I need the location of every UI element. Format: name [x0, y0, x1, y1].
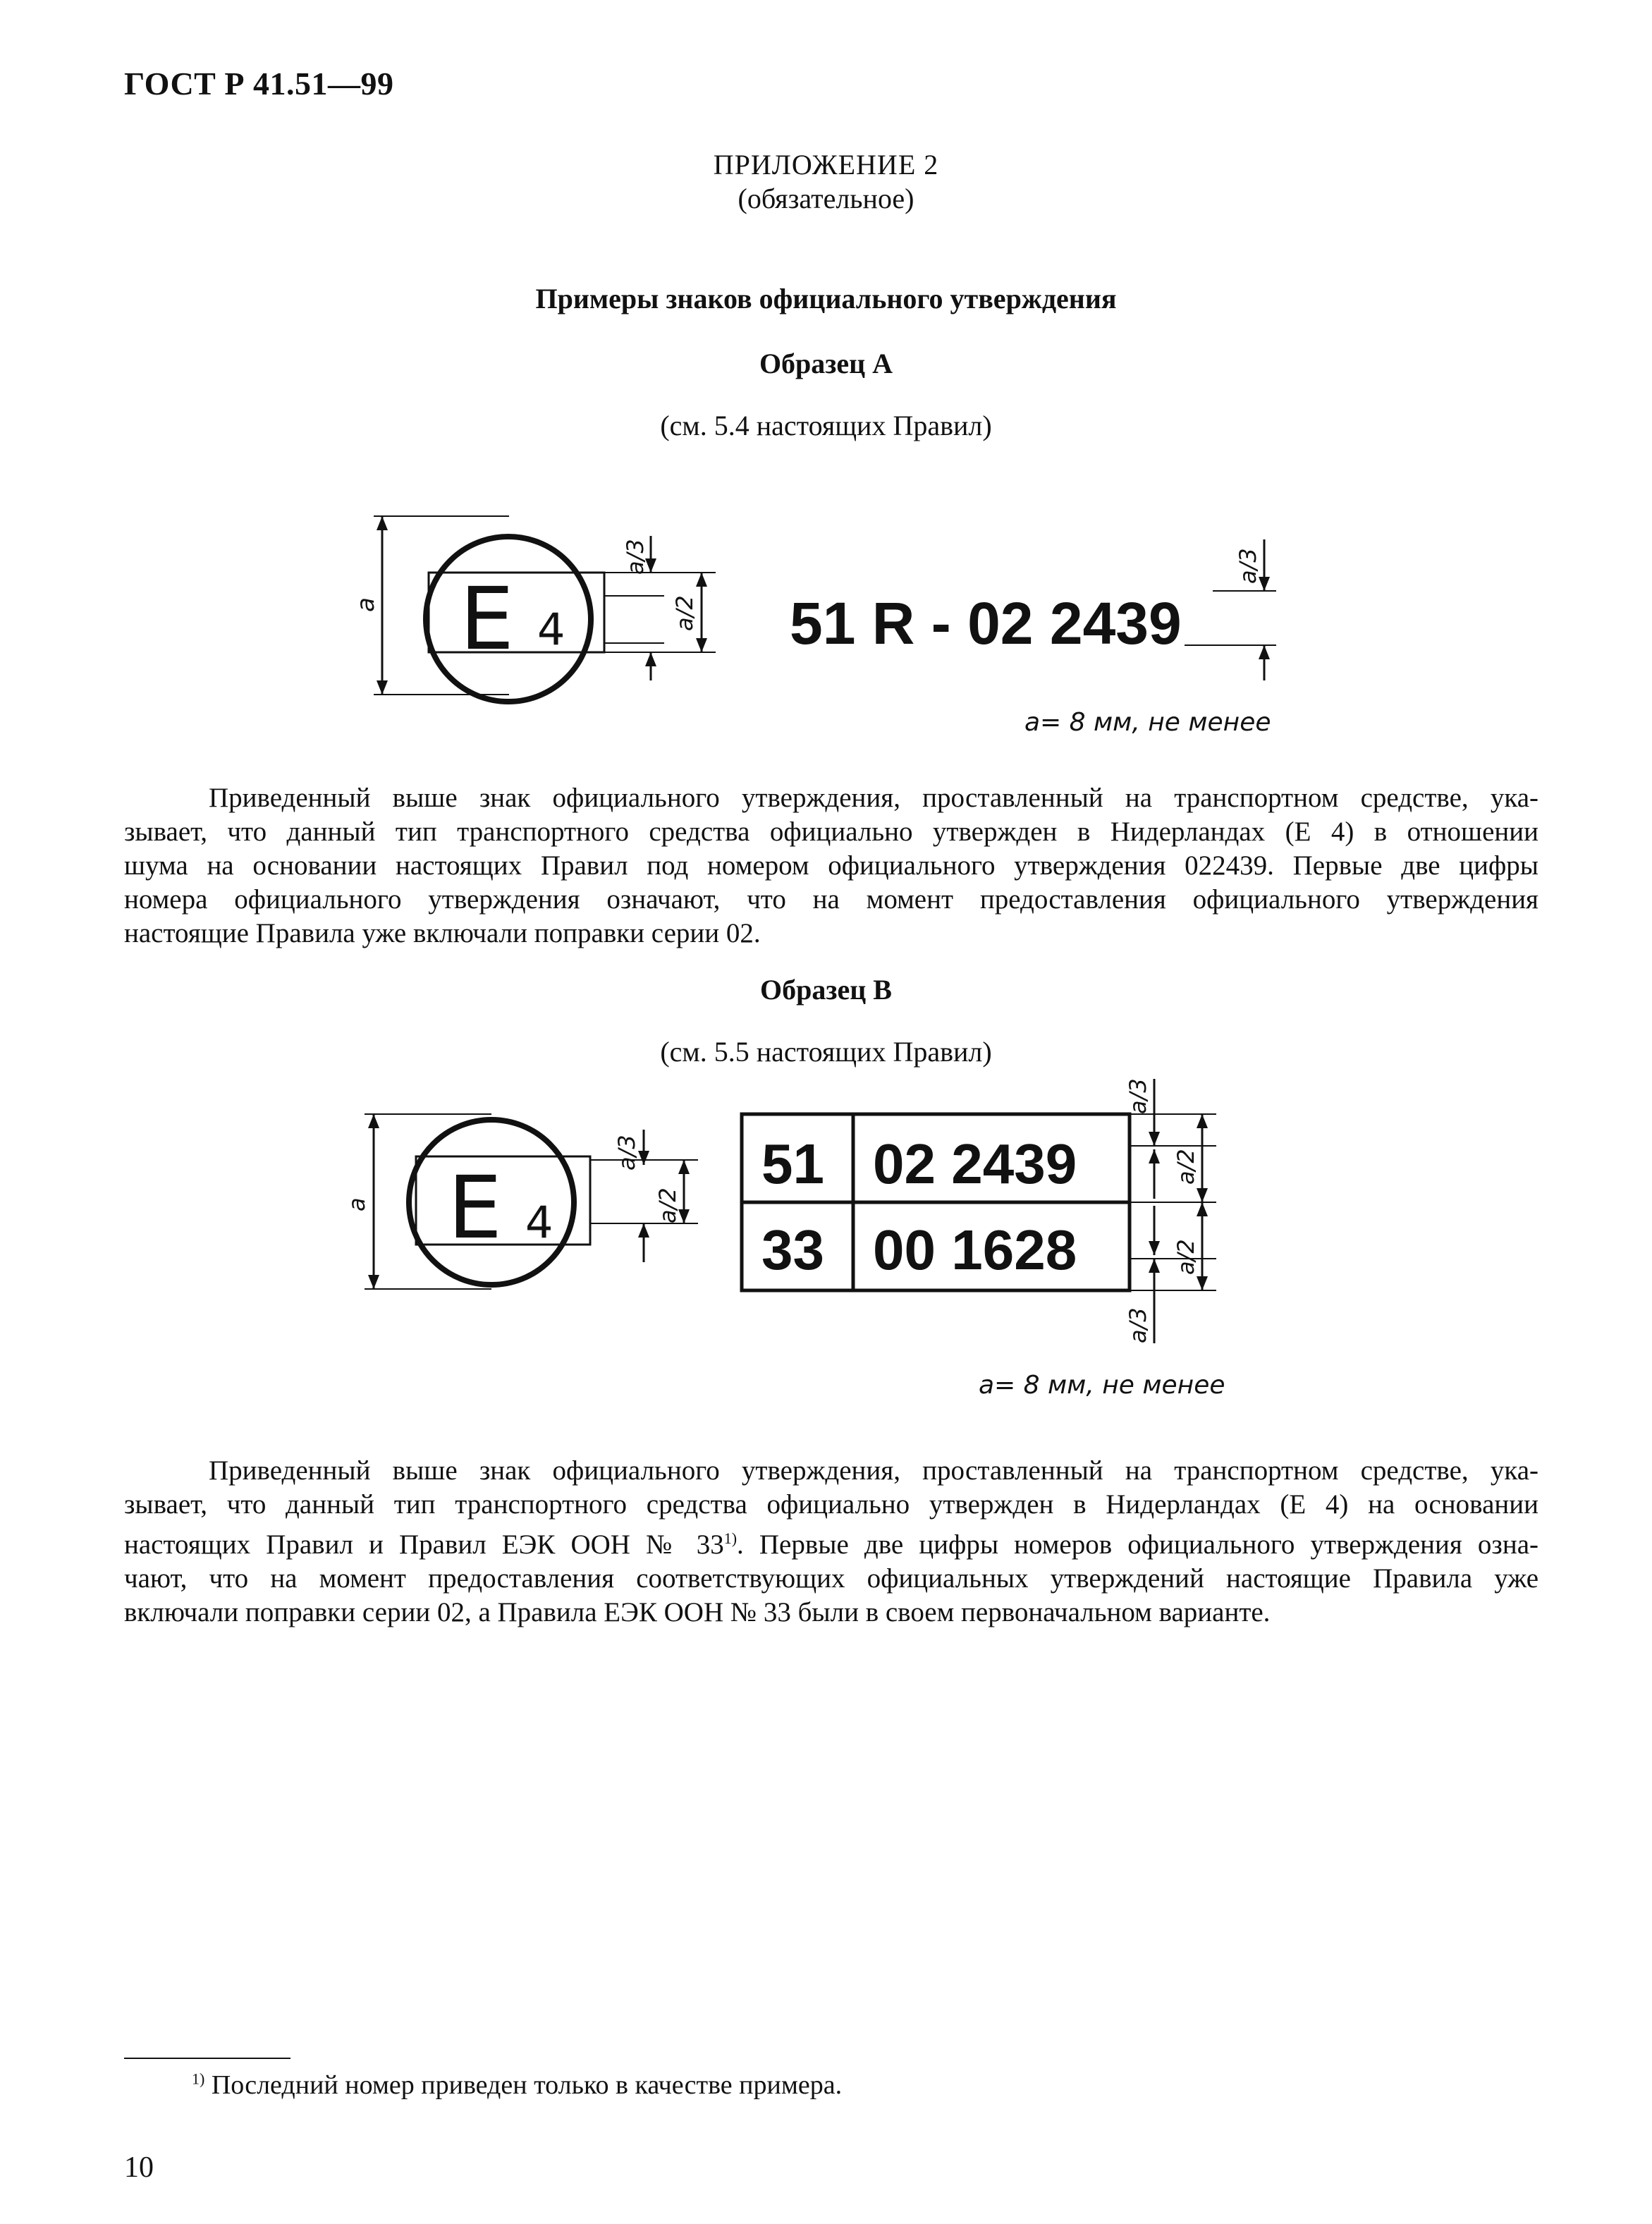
sample-b-paragraph: Приведенный выше знак официального утверждения, проставленный на транспортном средстве, ука- зывает, что данный тип транспортного средства официально утвержден в Нидерландах (Е 4) на основании настоящих Правил и Правил ЕЭК ООН № 33$^{1)}$. Первые две цифры номеров официального утверждения озна- чают, что на момент предоставления соответствующих официальных утверждений настоящие Правила уже включали поправки серии 02, а Правила ЕЭК ООН № 33 были в своем первоначальном варианте.	[124, 1455, 1539, 1627]
approval-number-a: 51 R - 02 2439	[790, 590, 1182, 656]
footnote	[192, 2070, 842, 2101]
mark-a-letter: E	[460, 569, 515, 669]
table-row-1-regulation: 51	[761, 1132, 824, 1195]
dim-b-a2-row2-label: a/2	[1173, 1239, 1199, 1275]
dim-b-a3-bottom-label: a/3	[1125, 1307, 1151, 1343]
footnote-rule	[124, 2058, 290, 2059]
mark-b-letter: E	[448, 1158, 503, 1258]
dim-a-label: a	[352, 597, 380, 612]
dim-b-a-label: a	[343, 1197, 370, 1211]
dim-a2-label: a/2	[671, 595, 698, 631]
annex-status: (обязательное)	[738, 183, 914, 214]
mark-a-country-number: 4	[537, 604, 565, 655]
sample-a-title: Образец А	[759, 348, 893, 379]
table-row-2-approval: 00 1628	[873, 1218, 1077, 1281]
sample-a-note: a= 8 мм, не менее	[1024, 708, 1271, 737]
mark-b-country-number: 4	[525, 1197, 553, 1248]
table-row-1-approval: 02 2439	[873, 1132, 1077, 1195]
dim-b-a2-label: a/2	[654, 1187, 681, 1223]
footnote-marker: 1)	[192, 2070, 205, 2088]
sample-b-reference: (см. 5.5 настоящих Правил)	[660, 1036, 992, 1068]
annex-title: ПРИЛОЖЕНИЕ 2	[713, 149, 939, 181]
footnote-text: Последний номер приведен только в качестве примера.	[204, 2070, 843, 2100]
sample-b-note: a= 8 мм, не менее	[979, 1371, 1225, 1400]
section-title: Примеры знаков официального утверждения	[535, 283, 1117, 314]
dim-b-a2-row1-label: a/2	[1173, 1149, 1199, 1185]
table-row-2-regulation: 33	[761, 1218, 824, 1281]
dim-b-a3-top-label: a/3	[1125, 1078, 1151, 1114]
document-code: ГОСТ Р 41.51—99	[124, 66, 394, 102]
sample-a-paragraph: Приведенный выше знак официального утверждения, проставленный на транспортном средстве, ука- зывает, что данный тип транспортного средства официально утвержден в Нидерландах (Е 4) в отношении шума на основании настоящих Правил под номером официального утверждения 022439. Первые две цифры номера официального утверждения означают, что на момент предоставления официального утверждения настоящие Правила уже включали поправки серии 02.	[124, 783, 1538, 948]
page-number: 10	[124, 2151, 154, 2184]
dim-b-a3-label: a/3	[613, 1135, 640, 1171]
sample-a-reference: (см. 5.4 настоящих Правил)	[660, 410, 992, 441]
dim-a3-label-right: a/3	[1235, 548, 1261, 584]
mark-b-box	[416, 1156, 590, 1245]
dim-a3-label: a/3	[622, 539, 649, 575]
sample-b-title: Образец В	[760, 974, 892, 1006]
